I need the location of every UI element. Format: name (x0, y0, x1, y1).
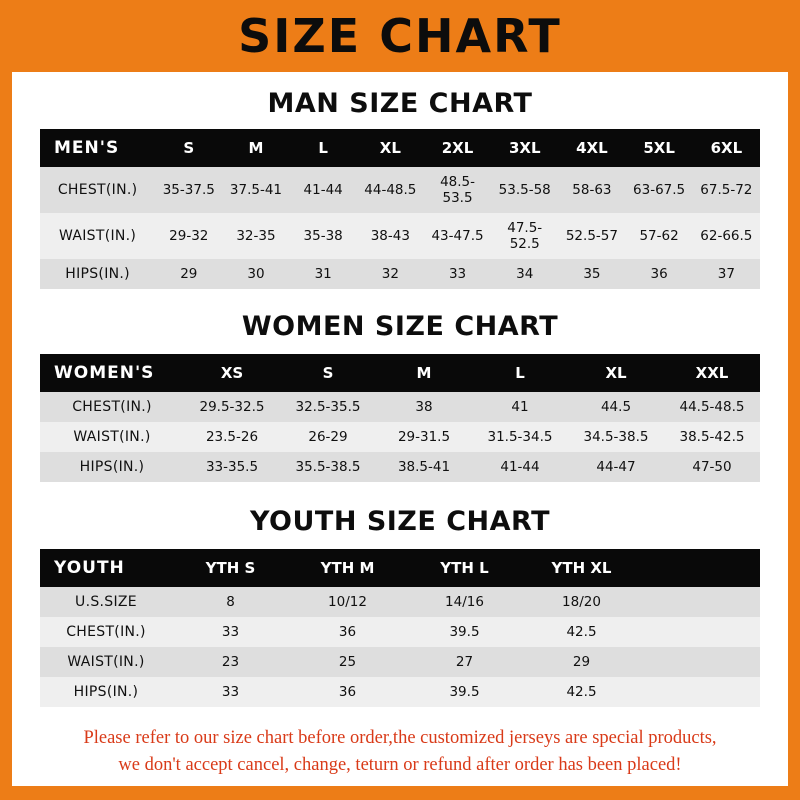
youth-header-5 (640, 549, 760, 587)
women-cell-0-3: 38 (376, 392, 472, 422)
youth-cell-1-4: 42.5 (523, 617, 640, 647)
table-row (40, 213, 760, 259)
man-header-6: 3XL (508, 139, 541, 157)
man-header-0: MEN'S (54, 138, 120, 158)
youth-cell-2-4: 29 (523, 647, 640, 677)
youth-row-3-label: HIPS(IN.) (40, 677, 172, 707)
women-row-1-label: WAIST(IN.) (40, 422, 184, 452)
women-cell-0-1: 29.5-32.5 (184, 392, 280, 422)
man-cell-1-4: 38-43 (357, 213, 424, 259)
women-header-0: WOMEN'S (54, 363, 155, 383)
women-section-title: WOMEN SIZE CHART (241, 311, 559, 342)
table-row (40, 452, 760, 482)
man-cell-1-7: 52.5-57 (558, 213, 625, 259)
women-cell-1-5: 34.5-38.5 (568, 422, 664, 452)
man-cell-0-3: 41-44 (290, 167, 357, 213)
youth-row-2-label: WAIST(IN.) (40, 647, 172, 677)
man-header-7: 4XL (576, 139, 608, 157)
man-cell-2-5: 33 (424, 259, 491, 289)
man-cell-1-2: 32-35 (222, 213, 289, 259)
women-header-4: L (515, 364, 525, 382)
man-cell-2-2: 30 (222, 259, 289, 289)
women-cell-0-6: 44.5-48.5 (664, 392, 760, 422)
women-cell-1-6: 38.5-42.5 (664, 422, 760, 452)
man-cell-0-2: 37.5-41 (222, 167, 289, 213)
man-cell-1-9: 62-66.5 (693, 213, 760, 259)
man-header-4: XL (379, 139, 401, 157)
women-cell-0-5: 44.5 (568, 392, 664, 422)
youth-header-2: YTH M (320, 559, 375, 577)
youth-cell-0-3: 14/16 (406, 587, 523, 617)
women-cell-1-4: 31.5-34.5 (472, 422, 568, 452)
page-title: SIZE CHART (238, 9, 562, 63)
man-cell-1-1: 29-32 (155, 213, 222, 259)
man-header-2: M (248, 139, 264, 157)
youth-header-4: YTH XL (551, 559, 612, 577)
man-cell-2-7: 35 (558, 259, 625, 289)
women-cell-2-5: 44-47 (568, 452, 664, 482)
women-cell-2-1: 33-35.5 (184, 452, 280, 482)
youth-size-table (40, 549, 760, 707)
youth-cell-3-3: 39.5 (406, 677, 523, 707)
man-header-1: S (183, 139, 195, 157)
youth-header-1: YTH S (205, 559, 256, 577)
youth-cell-3-5 (640, 677, 760, 707)
table-row (40, 647, 760, 677)
man-header-5: 2XL (441, 139, 474, 157)
youth-cell-0-4: 18/20 (523, 587, 640, 617)
bottom-band (0, 786, 800, 800)
youth-cell-0-2: 10/12 (289, 587, 406, 617)
women-header-2: S (322, 364, 334, 382)
man-size-table (40, 129, 760, 289)
youth-cell-2-3: 27 (406, 647, 523, 677)
youth-cell-0-5 (640, 587, 760, 617)
youth-cell-0-1: 8 (172, 587, 289, 617)
content-area (12, 88, 788, 779)
man-cell-2-6: 34 (491, 259, 558, 289)
man-cell-1-6: 47.5-52.5 (491, 213, 558, 259)
women-row-0-label: CHEST(IN.) (40, 392, 184, 422)
man-cell-2-9: 37 (693, 259, 760, 289)
women-header-1: XS (220, 364, 244, 382)
footer-note (40, 725, 760, 779)
youth-cell-2-2: 25 (289, 647, 406, 677)
youth-cell-1-5 (640, 617, 760, 647)
youth-cell-1-1: 33 (172, 617, 289, 647)
table-row (40, 617, 760, 647)
women-header-5: XL (605, 364, 627, 382)
man-row-1-label: WAIST(IN.) (40, 213, 155, 259)
man-cell-0-6: 53.5-58 (491, 167, 558, 213)
man-cell-0-9: 67.5-72 (693, 167, 760, 213)
youth-cell-2-5 (640, 647, 760, 677)
table-header-row (40, 129, 760, 167)
man-cell-0-5: 48.5-53.5 (424, 167, 491, 213)
youth-cell-3-1: 33 (172, 677, 289, 707)
table-row (40, 167, 760, 213)
youth-cell-2-1: 23 (172, 647, 289, 677)
youth-header-0: YOUTH (54, 558, 125, 578)
youth-cell-3-2: 36 (289, 677, 406, 707)
youth-cell-3-4: 42.5 (523, 677, 640, 707)
women-cell-2-3: 38.5-41 (376, 452, 472, 482)
footer-note-line-1: Please refer to our size chart before order,the customized jerseys are special products, (83, 728, 717, 748)
man-row-0-label: CHEST(IN.) (40, 167, 155, 213)
women-cell-0-4: 41 (472, 392, 568, 422)
women-row-2-label: HIPS(IN.) (40, 452, 184, 482)
women-cell-1-1: 23.5-26 (184, 422, 280, 452)
youth-section-title: YOUTH SIZE CHART (249, 506, 551, 537)
man-cell-2-8: 36 (626, 259, 693, 289)
man-cell-2-4: 32 (357, 259, 424, 289)
man-cell-0-4: 44-48.5 (357, 167, 424, 213)
table-row (40, 259, 760, 289)
man-cell-0-7: 58-63 (558, 167, 625, 213)
header-band (0, 0, 800, 72)
man-header-3: L (318, 139, 328, 157)
youth-row-1-label: CHEST(IN.) (40, 617, 172, 647)
man-cell-1-8: 57-62 (626, 213, 693, 259)
man-section-title: MAN SIZE CHART (267, 88, 533, 119)
table-row (40, 587, 760, 617)
women-header-6: XXL (695, 364, 729, 382)
women-header-3: M (416, 364, 432, 382)
women-cell-1-2: 26-29 (280, 422, 376, 452)
table-row (40, 677, 760, 707)
table-row (40, 422, 760, 452)
women-cell-1-3: 29-31.5 (376, 422, 472, 452)
man-cell-1-3: 35-38 (290, 213, 357, 259)
table-header-row (40, 354, 760, 392)
man-cell-1-5: 43-47.5 (424, 213, 491, 259)
women-cell-2-6: 47-50 (664, 452, 760, 482)
women-size-table (40, 354, 760, 482)
women-cell-2-2: 35.5-38.5 (280, 452, 376, 482)
women-cell-2-4: 41-44 (472, 452, 568, 482)
man-row-2-label: HIPS(IN.) (40, 259, 155, 289)
man-cell-0-8: 63-67.5 (626, 167, 693, 213)
youth-cell-1-2: 36 (289, 617, 406, 647)
footer-note-line-2: we don't accept cancel, change, teturn or refund after order has been placed! (118, 754, 682, 775)
youth-cell-1-3: 39.5 (406, 617, 523, 647)
youth-header-3: YTH L (440, 559, 489, 577)
man-header-9: 6XL (710, 139, 743, 157)
table-header-row (40, 549, 760, 587)
man-cell-2-3: 31 (290, 259, 357, 289)
youth-row-0-label: U.S.SIZE (40, 587, 172, 617)
man-header-8: 5XL (643, 139, 675, 157)
man-cell-2-1: 29 (155, 259, 222, 289)
table-row (40, 392, 760, 422)
man-cell-0-1: 35-37.5 (155, 167, 222, 213)
women-cell-0-2: 32.5-35.5 (280, 392, 376, 422)
